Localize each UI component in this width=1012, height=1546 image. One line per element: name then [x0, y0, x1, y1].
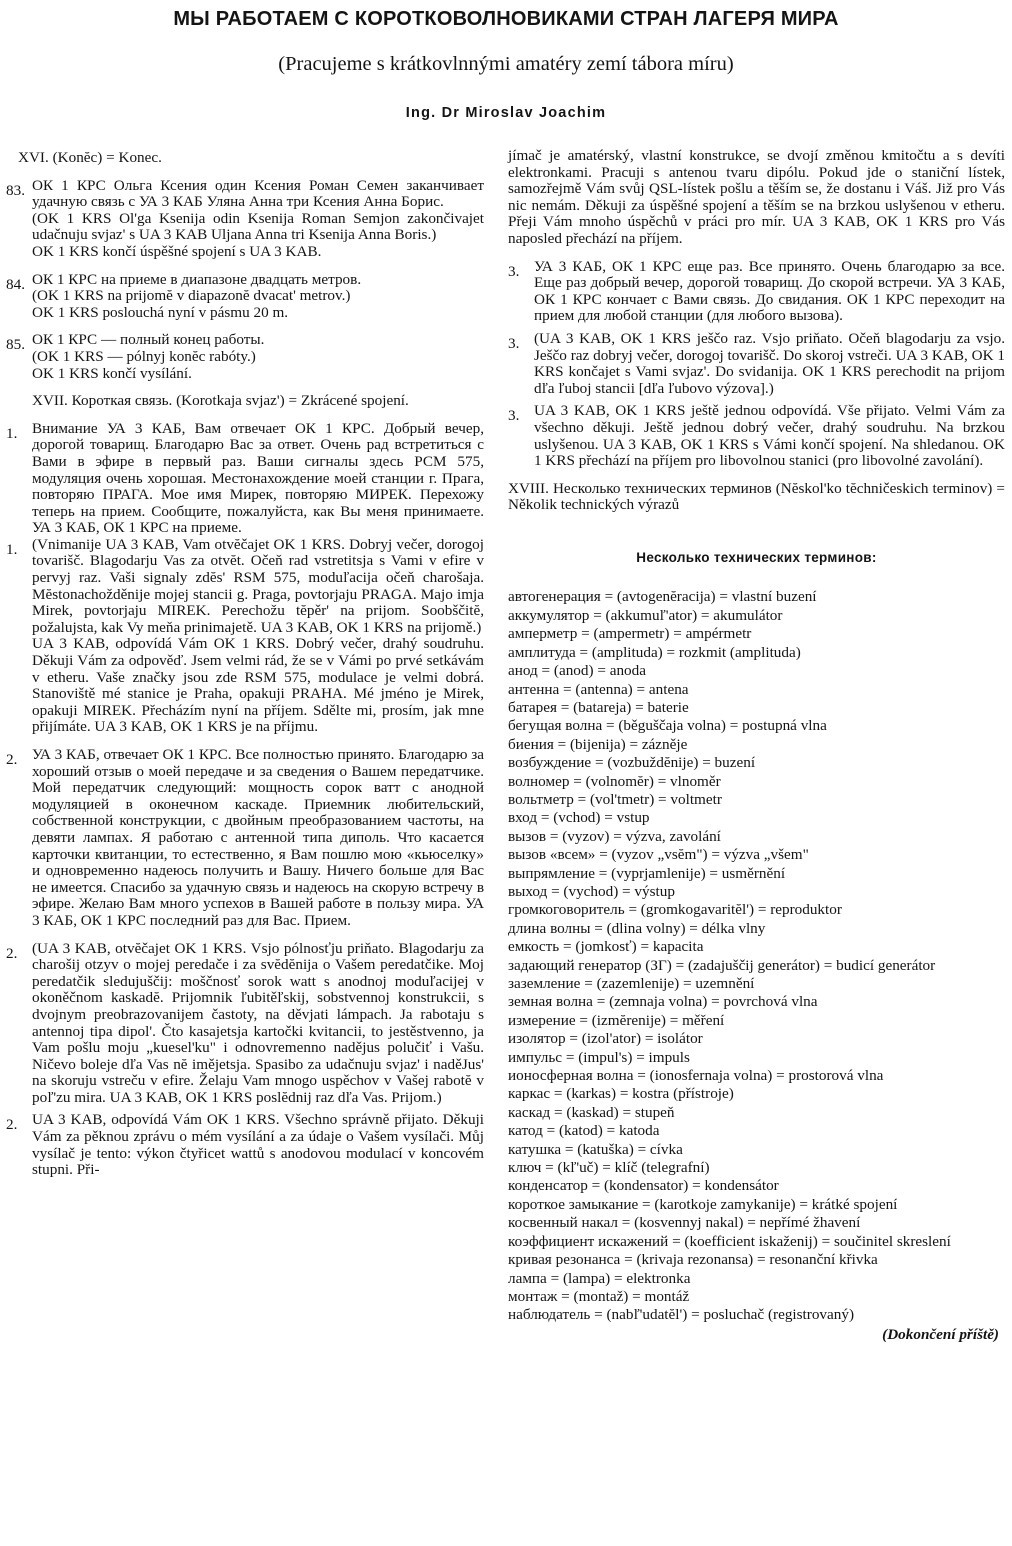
term-entry: вызов «всем» = (vyzov „vsĕm") = výzva „všem" [508, 846, 809, 864]
term-entry: вход = (vchod) = vstup [508, 809, 650, 827]
term-entry: автогенерация = (avtogenĕracija) = vlastní buzení [508, 588, 817, 606]
term-entry: емкость = (jomkosť) = kapacita [508, 938, 704, 956]
term-entry: кривая резонанса = (krivaja rezonansa) = resonanční křivka [508, 1251, 878, 1269]
term-entry: вольтметр = (vol'tmetr) = voltmetr [508, 790, 722, 808]
term-entry: конденсатор = (kondensator) = kondensátor [508, 1177, 779, 1195]
term-entry: ионосферная волна = (ionosfernaja volna) = prostorová vlna [508, 1067, 884, 1085]
transliteration-text: (OK 1 KRS na prijomĕ v diapazonĕ dvacat' metrov.) [32, 287, 351, 305]
czech-text: UA 3 KAB, OK 1 KRS ještě jednou odpovídá. Vše přijato. Velmi Vám za všechno děkuji. Ještě jednou dobrý večer, drahý soudruhu. Na brzkou uslyšenou. UA 3 KAB, OK 1 KRS s Vámi končí spojení. Na shledanou. OK 1 KRS přechází na příjem pro libovolnou stanici (pro libovolné zavolání). [534, 402, 1005, 470]
entry-number: 3. [508, 262, 520, 280]
russian-text: ОК 1 КРС — полный конец работы. [32, 331, 265, 349]
article-subtitle: (Pracujeme s krátkovlnnými amatéry zemí tábora míru) [278, 53, 734, 75]
russian-text: ОК 1 КРС на приеме в диапазоне двадцать метров. [32, 270, 362, 288]
dialogue-entry-3-russian [508, 259, 1005, 325]
term-entry: выпрямление = (vyprjamlenije) = usměrnění [508, 864, 786, 882]
entry-number: 85. [6, 336, 25, 354]
entry-number: 2. [6, 751, 18, 768]
left-column [6, 150, 484, 1179]
transliteration-text: (OK 1 KRS — pólnyj konĕc rabóty.) [32, 347, 256, 365]
term-entry: косвенный накал = (kosvennyj nakal) = nepřímé žhavení [508, 1214, 861, 1232]
czech-text: OK 1 KRS končí vysílání. [32, 364, 192, 382]
term-entry: катушка = (katuška) = cívka [508, 1140, 683, 1158]
dialogue-entry-85 [6, 332, 484, 382]
russian-text: Внимание УА 3 КАБ, Вам отвечает ОК 1 КРС. Добрый вечер, дорогой товарищ. Благодарю Вас за ответ. Очень рад встретиться с Вами в эфире в первый раз. Ваши сигналы здесь РСМ 575, модуляция очень хорошая. Местонахождение моей станции г. Прага, повторяю ПРАГА. Мое имя Мирек, повторяю МИРЕК. Перехожу теперь на прием. Сообщите, пожалуйста, как Вы меня принимаете. УА 3 КАБ, ОК 1 КРС на приеме. [32, 419, 484, 537]
article-title: МЫ РАБОТАЕМ С КОРОТКОВОЛНОВИКАМИ СТРАН ЛАГЕРЯ МИРА [173, 8, 839, 30]
term-entry: заземление = (zazemlenije) = uzemnění [508, 975, 755, 992]
transliteration-text: (UA 3 KAB, otvĕčajet OK 1 KRS. Vsjo pólnosťju priňato. Blagodarju za charošij otzyv o mojej peredače i za svĕdĕnija o Vašem peredatčike. Moj peredatčik sledujuščij: moščnosť sorok watt s anodnoj moduľacijej v okoněčnom kaskadĕ. Prijomnik ľubitěľskij, sobstvennoj konstrukcii, s dvojnym preobrazovanijem častoty, na děvjati lámpach. Ja rabotaju s antennoj tipa dipol'. Čto kasajetsja kartočki kvitancii, to jestěstvenno, ja Vam pošlu moju „kuesel'ku" i odnovremenno nadějus polučiť i Vašu. Ničevo boleje dľa Vas nĕ imějetsja. Spasibo za udačnuju svjaz' i naděJus' na skoruju vstreču v efire. Želaju Vam mnogo uspěchov v Vašej rabotĕ v poľ'zu mira. UA 3 KAB, OK 1 KRS poslĕdnij raz dľa Vas. Prijom.) [32, 939, 484, 1106]
section-xvii-heading: XVII. Короткая связь. (Korotkaja svjaz') = Zkrácené spojení. [32, 392, 409, 410]
entry-number: 2. [6, 1116, 18, 1134]
term-entry: биения = (bijenija) = zázněje [508, 735, 688, 753]
article-author: Ing. Dr Miroslav Joachim [405, 105, 607, 121]
term-entry: измерение = (izmĕrenije) = měření [508, 1011, 725, 1029]
term-entry: аккумулятор = (akkumuľ'ator) = akumulátor [508, 606, 783, 624]
term-entry: громкоговоритель = (gromkogavaritĕl') = reproduktor [508, 901, 842, 919]
section-xvi-heading: XVI. (Konĕc) = Konec. [18, 149, 162, 166]
term-entry: катод = (katod) = katoda [508, 1122, 660, 1140]
terms-heading: Несколько технических терминов: [636, 549, 877, 565]
terms-list [508, 588, 1005, 1324]
transliteration-text: (OK 1 KRS Ol'ga Ksenija odin Ksenija Roman Semjon zakončivajet udačnuju svjaz' s UA 3 KAB Uljana Anna tri Ksenija Anna Boris.) [32, 209, 484, 244]
russian-text: ОК 1 КРС Ольга Ксения один Ксения Роман Семен заканчивает удачную связь с УА 3 КАБ Уляна Анна три Ксения Анна Борис. [32, 176, 484, 211]
entry-number: 83. [6, 181, 25, 199]
czech-text: UA 3 KAB, odpovídá Vám OK 1 KRS. Dobrý večer, drahý soudruhu. Děkuji Vám za odpověď. Jsem velmi rád, že se v Vámi po prvé setkávám v etheru. Vaše značky jsou zde RSM 575, modulace je velmi dobrá. Stanoviště mé stanice je Praha, opakuji PRAHA. Mé jméno je Mirek, opakuji MIREK. Přecházím nyní na příjem. Sdělte mi, prosím, jak mne přijímáte. UA 3 KAB, OK 1 KRS je na příjmu. [32, 635, 484, 736]
section-xviii-heading: XVIII. Несколько технических терминов (Nĕskol'ko tĕchničeskich terminov) = Několik technických výrazů [508, 479, 1005, 514]
term-entry: земная волна = (zemnaja volna) = povrchová vlna [508, 993, 818, 1011]
dialogue-entry-3-czech [508, 403, 1005, 469]
czech-text: UA 3 KAB, odpovídá Vám OK 1 KRS. Všechno správně přijato. Děkuji Vám za pěknou zprávu o mém vysílání a za údaje o Vašem vysílači. Můj vysílač je tento: výkon čtyřicet wattů s anodovou modulací v koncovém stupni. Při- [32, 1111, 484, 1179]
dialogue-entry-1-translation [6, 537, 484, 736]
term-entry: монтаж = (montaž) = montáž [508, 1287, 690, 1305]
term-entry: импульс = (impul's) = impuls [508, 1048, 690, 1066]
term-entry: ключ = (kľ'uč) = klíč (telegrafní) [508, 1159, 710, 1177]
term-entry: анод = (anod) = anoda [508, 662, 646, 680]
czech-text: OK 1 KRS poslouchá nyní v pásmu 20 m. [32, 303, 289, 321]
dialogue-entry-3-transliteration [508, 331, 1005, 397]
term-entry: длина волны = (dlina volny) = délka vlny [508, 919, 766, 937]
czech-text-continued: jímač je amatérský, vlastní konstrukce, se dvojí změnou kmitočtu a s devíti elektronkami. Pracuji s antenou tvaru dipólu. Pokud jde o staniční lístek, samozřejmě Vám svůj QSL-lístek pošlu a těším se, že dostanu i Váš. Již pro Vás nic nemám. Děkuji za úspěšné spojení a těším se na brzkou uslyšenou v etheru. Přeji Vám mnoho úspěchů v práci pro mír. UA 3 KAB, OK 1 KRS pro Vás naposled přechází na příjem. [508, 147, 1005, 247]
term-entry: каркас = (karkas) = kostra (přístroje) [508, 1085, 734, 1103]
term-entry: каскад = (kaskad) = stupeň [508, 1103, 675, 1121]
entry-number: 3. [508, 407, 520, 425]
term-entry: вызов = (vyzov) = výzva, zavolání [508, 827, 721, 845]
entry-number: 84. [6, 275, 25, 293]
term-entry: изолятор = (izol'ator) = isolátor [508, 1030, 703, 1048]
transliteration-text: (UA 3 KAB, OK 1 KRS ješčo raz. Vsjo priňato. Očeň blagodarju za vsjo. Ješčo raz dobryj večer, dorogoj tovarišč. Do skoroj vstreči. UA 3 KAB, OK 1 KRS končajet s Vami svjaz'. Do svidanija. OK 1 KRS perechodit na prijom dľa ľuboj stancii [dľa ľubovo výzova].) [534, 329, 1005, 397]
term-entry: бегущая волна = (běguščaja volna) = postupná vlna [508, 717, 827, 735]
term-entry: амперметр = (ampermetr) = ampérmetr [508, 625, 752, 643]
dialogue-entry-2-czech [6, 1112, 484, 1178]
term-entry: антенна = (antenna) = antena [508, 680, 689, 698]
dialogue-entry-2-transliteration [6, 941, 484, 1107]
russian-text: УА 3 КАБ, отвечает ОК 1 КРС. Все полностью принято. Благодарю за хороший отзыв о моей передаче и за сведения о Вашем передатчике. Мой передатчик следующий: мощность сорок ватт с анодной модуляцией в оконечном каскаде. Приемник любительский, собственной конструкции, с двойным преобразованием частоты, на девяти лампах. Я работаю с антенной типа диполь. Что касается карточки квитанции, то естественно, я Вам пошлю мою «кьюселку» и одновременно надеюсь получить и Вашу. Ничего больше для Вас не имеется. Спасибо за удачную связь и надеюсь на скорую встречу в эфире. Желаю Вам много успехов в Вашей работе в пользу мира. УА 3 КАБ, ОК 1 КРС последний раз для Вас. Прием. [32, 746, 484, 929]
continued-note: (Dokončení příště) [882, 1325, 999, 1343]
term-entry: лампа = (lampa) = elektronka [508, 1269, 691, 1287]
right-column [508, 148, 1005, 1343]
dialogue-entry-83 [6, 178, 484, 261]
dialogue-entry-84 [6, 272, 484, 322]
czech-text: OK 1 KRS končí úspěšné spojení s UA 3 KAB. [32, 242, 322, 260]
term-entry: волномер = (volnomĕr) = vlnoměr [508, 772, 721, 790]
dialogue-entry-2-russian [6, 747, 484, 930]
term-entry: короткое замыкание = (karotkoje zamykanije) = krátké spojení [508, 1195, 898, 1213]
russian-text: УА 3 КАБ, ОК 1 КРС еще раз. Все принято. Очень благодарю за все. Еще раз добрый вечер, дорогой товарищ. До скорой встречи. УА 3 КАБ, ОК 1 КРС кончает с Вами связь. До свидания. ОК 1 КРС переходит на прием для любой станции (для любого вызова). [534, 257, 1005, 325]
dialogue-entry-1-russian [6, 421, 484, 537]
term-entry: коэффициент искажений = (koefficient iskaženij) = součinitel skreslení [508, 1232, 951, 1250]
term-entry: наблюдатель = (nabľ'udatĕl') = posluchač (registrovaný) [508, 1306, 854, 1324]
entry-number: 2. [6, 944, 18, 962]
term-entry: амплитуда = (amplituda) = rozkmit (amplituda) [508, 643, 801, 661]
term-entry: выход = (vychod) = výstup [508, 882, 675, 900]
entry-number: 3. [508, 334, 520, 352]
transliteration-text: (Vnimanije UA 3 KAB, Vam otvĕčajet OK 1 KRS. Dobryj večer, dorogoj tovarišč. Blagodarju Vas za otvĕt. Očeň rad vstretitsja s Vami v efire v pervyj raz. Vaši signaly zdĕs' RSM 575, moduľacija očeň charošaja. Mĕstonachožděnije mojej stancii g. Praga, povtorjaju PRAGA. Majo imja Mirek, povtorjaju MIREK. Perechožu tĕpěr' na prijom. Soobščitĕ, požalujsta, kak Vy meňa prinimajetě. UA 3 KAB, OK 1 KRS na prijomě.) [32, 535, 484, 636]
term-entry: задающий генератор (ЗГ) = (zadajuščij generátor) = budicí generátor [508, 956, 936, 974]
term-entry: батарея = (batareja) = baterie [508, 698, 689, 716]
entry-number: 1. [6, 424, 18, 442]
entry-number: 1. [6, 540, 18, 558]
term-entry: возбуждение = (vozbuždĕnije) = buzení [508, 754, 756, 772]
